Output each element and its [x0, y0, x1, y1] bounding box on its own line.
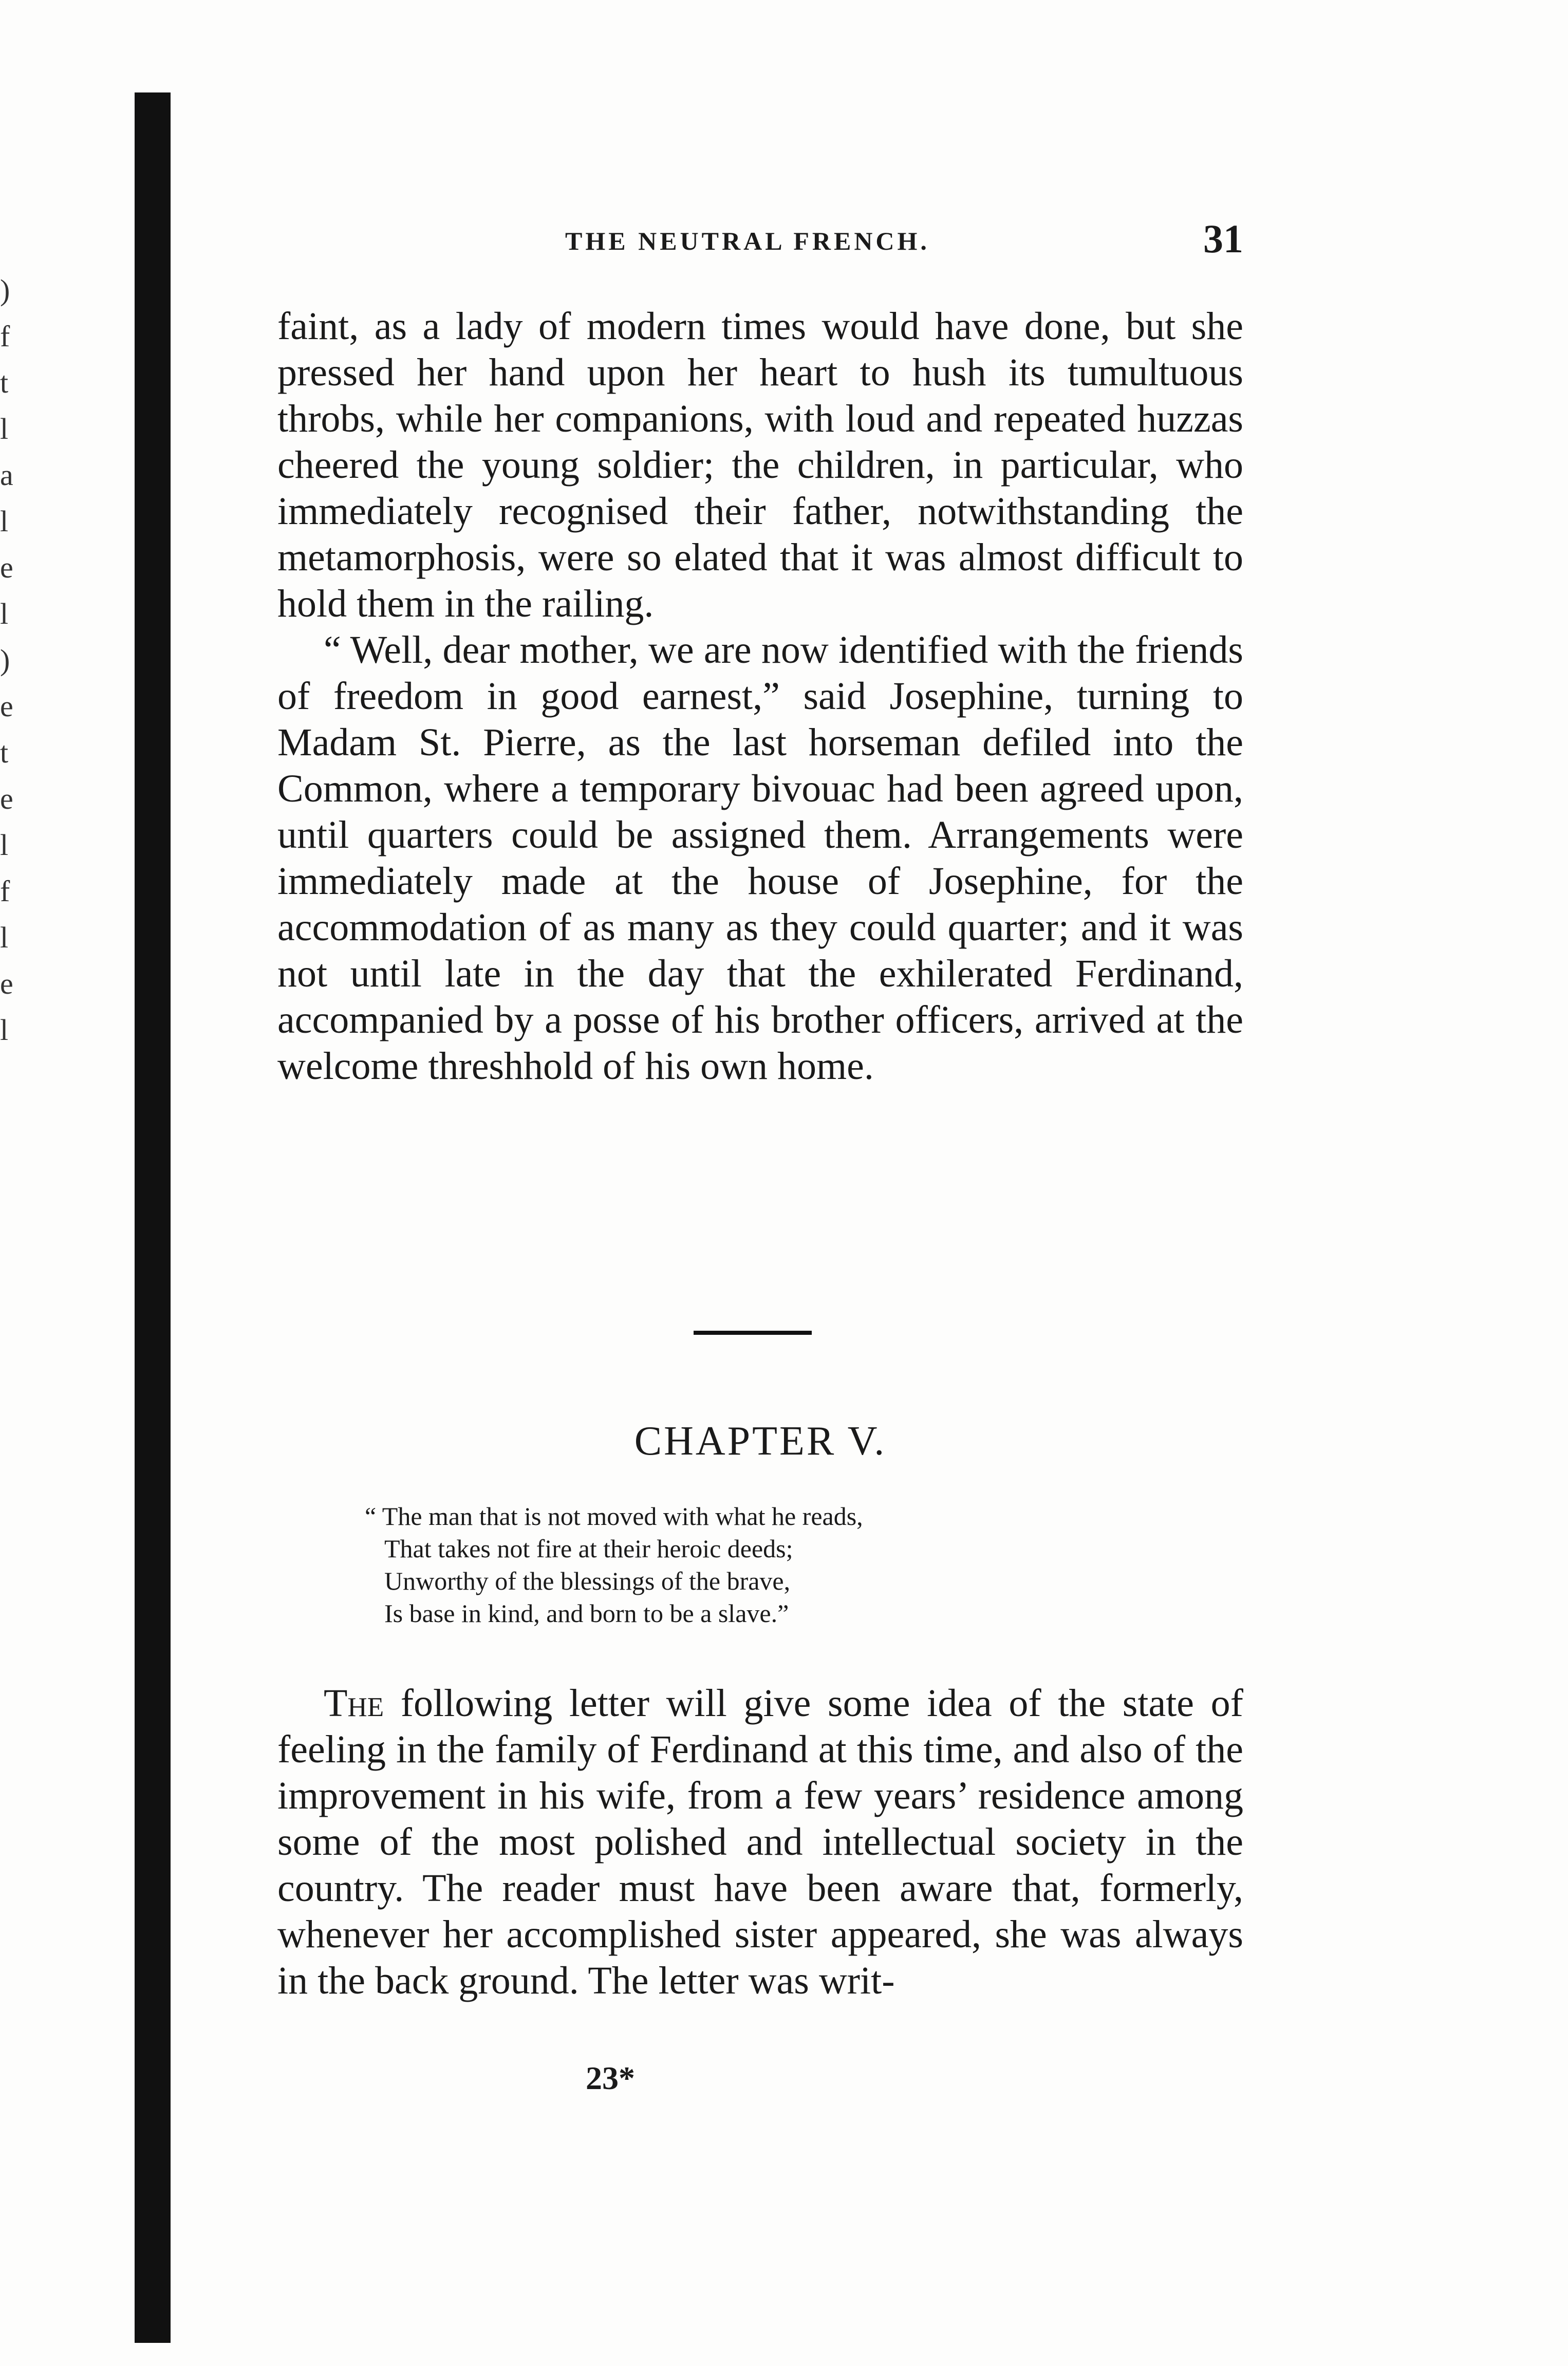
margin-fragment: e: [0, 782, 13, 815]
page-number: 31: [1203, 216, 1243, 261]
margin-fragment: l: [0, 921, 9, 954]
margin-fragment: a: [0, 458, 13, 492]
chapter-heading: CHAPTER V.: [634, 1419, 887, 1464]
margin-fragment: f: [0, 320, 10, 353]
binding-gutter: [135, 92, 171, 2343]
margin-fragment: t: [0, 736, 9, 769]
facing-page-margin-fragments: [0, 267, 31, 1053]
margin-fragment: t: [0, 366, 9, 399]
paragraph: “ Well, dear mother, we are now identified with the friends of freedom in good earnest,” said Josephine, turning to Madam St. Pierre, as the last horseman defiled into the Common, where a temporary bivouac had been agreed upon, until quarters could be assigned them. Arrangements were immediately made at the house of Josephine, for the accommodation of as many as they could quarter; and it was not until late in the day that the exhilerated Ferdinand, accompanied by a posse of his brother officers, arrived at the welcome threshhold of his own home.: [277, 628, 1243, 1088]
margin-fragment: l: [0, 828, 9, 862]
epigraph-line: Unworthy of the blessings of the brave,: [384, 1567, 791, 1595]
margin-fragment: l: [0, 412, 9, 445]
epigraph-line: Is base in kind, and born to be a slave.”: [384, 1599, 789, 1628]
margin-fragment: e: [0, 551, 13, 584]
margin-fragment: ): [0, 643, 10, 677]
paragraph: faint, as a lady of modern times would have done, but she pressed her hand upon her heart to hush its tumultuous throbs, while her companions, with loud and repeated huzzas cheered the young soldier; the children, in particular, who immediately recognised their father, notwithstanding the metamorphosis, were so elated that it was almost difficult to hold them in the railing.: [277, 305, 1243, 625]
paragraph: [277, 1680, 1243, 2004]
epigraph-line: That takes not fire at their heroic deeds;: [384, 1534, 793, 1563]
margin-fragment: e: [0, 967, 13, 1000]
margin-fragment: ): [0, 273, 10, 307]
running-title: THE NEUTRAL FRENCH.: [565, 227, 930, 255]
margin-fragment: l: [0, 505, 9, 538]
epigraph-line: “ The man that is not moved with what he reads,: [365, 1502, 863, 1531]
margin-fragment: l: [0, 1013, 9, 1047]
paragraph-lead-word: The: [324, 1682, 384, 1725]
body-text-top: [277, 303, 1243, 1089]
paragraph-body: following letter will give some idea of the state of feeling in the family of Ferdinand at this time, and also of the improvement in his wife, from a few years’ residence among some of the most polished and intellectual society in the country. The reader must have been aware that, formerly, whenever her accomplished sister appeared, she was always in the back ground. The letter was writ-: [277, 1682, 1243, 2002]
epigraph: [365, 1500, 1135, 1630]
margin-fragment: f: [0, 874, 10, 908]
signature-mark: 23*: [586, 2060, 635, 2096]
margin-fragment: l: [0, 597, 9, 630]
page-header: [277, 216, 1243, 267]
body-text-chapter: [277, 1680, 1243, 2004]
margin-fragment: e: [0, 690, 13, 723]
section-divider-rule: [694, 1331, 812, 1335]
